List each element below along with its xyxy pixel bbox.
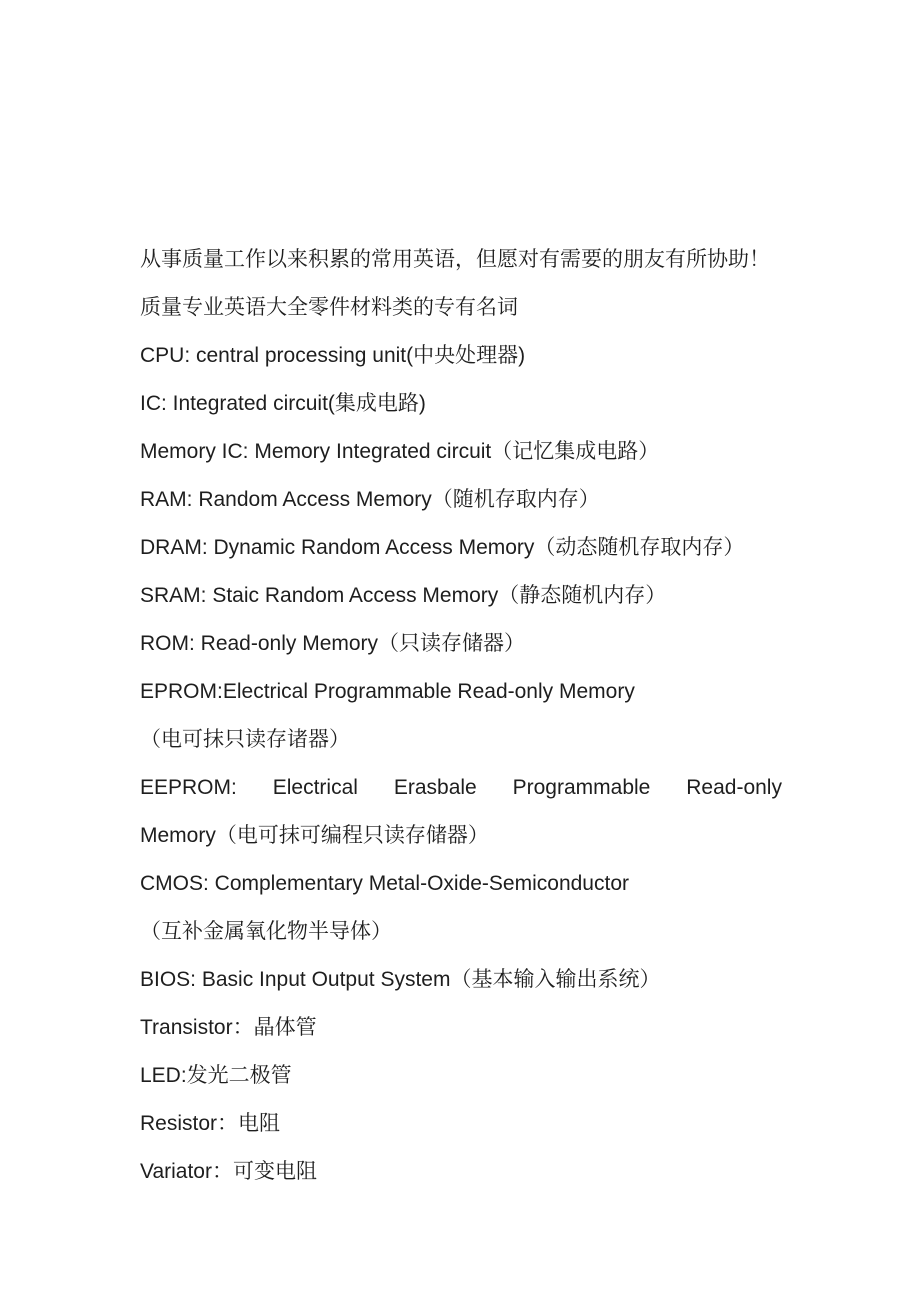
eeprom-word: Electrical <box>272 776 358 799</box>
term-cmos-translation: （互补金属氧化物半导体） <box>140 920 392 943</box>
term-eeprom-continued: Memory（电可抹可编程只读存储器） <box>140 824 489 847</box>
eeprom-word: Erasbale <box>393 776 477 799</box>
term-ram: RAM: Random Access Memory（随机存取内存） <box>140 488 600 511</box>
term-memory-ic: Memory IC: Memory Integrated circuit（记忆集成电路） <box>140 440 660 463</box>
section-heading: 质量专业英语大全零件材料类的专有名词 <box>140 296 518 319</box>
term-ic: IC: Integrated circuit(集成电路) <box>140 392 426 415</box>
eeprom-word: EEPROM: <box>140 776 237 799</box>
eeprom-word: Read-only <box>686 776 782 799</box>
term-bios: BIOS: Basic Input Output System（基本输入输出系统） <box>140 968 661 991</box>
eeprom-word: Programmable <box>512 776 651 799</box>
term-rom: ROM: Read-only Memory（只读存储器） <box>140 632 526 655</box>
term-cmos: CMOS: Complementary Metal-Oxide-Semiconductor <box>140 872 629 895</box>
term-led: LED:发光二极管 <box>140 1064 292 1087</box>
term-variator: Variator：可变电阻 <box>140 1160 317 1183</box>
term-eeprom <box>140 768 782 808</box>
term-eprom: EPROM:Electrical Programmable Read-only Memory <box>140 680 635 703</box>
term-dram: DRAM: Dynamic Random Access Memory（动态随机存取内存） <box>140 536 745 559</box>
term-resistor: Resistor：电阻 <box>140 1112 281 1135</box>
term-cpu: CPU: central processing unit(中央处理器) <box>140 344 526 367</box>
term-sram: SRAM: Staic Random Access Memory（静态随机内存） <box>140 584 667 607</box>
term-transistor: Transistor：晶体管 <box>140 1016 317 1039</box>
term-eprom-translation: （电可抹只读存诸器） <box>140 728 350 751</box>
intro-line: 从事质量工作以来积累的常用英语，但愿对有需要的朋友有所协助！ <box>140 248 770 271</box>
